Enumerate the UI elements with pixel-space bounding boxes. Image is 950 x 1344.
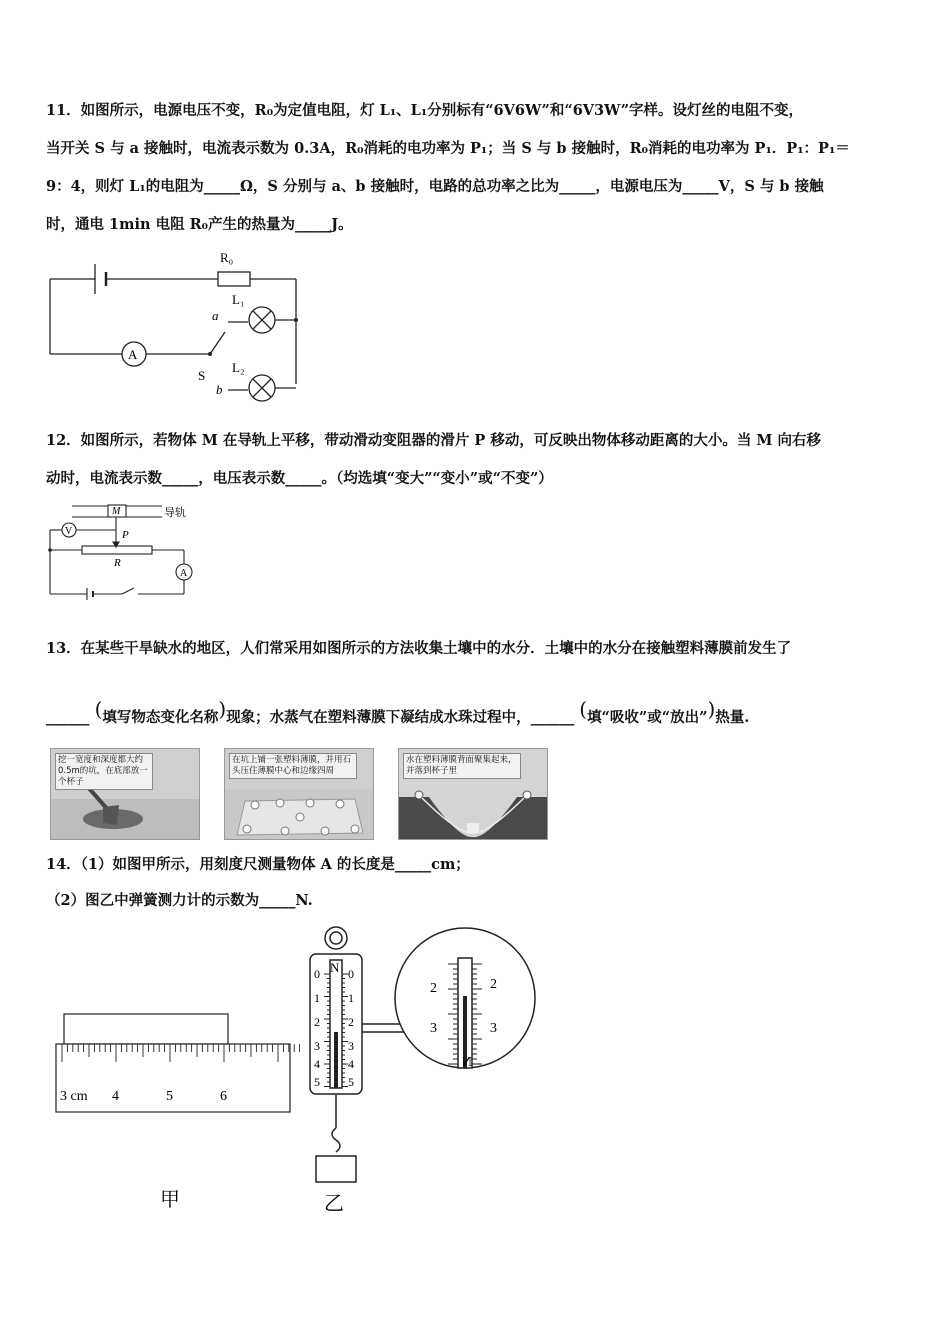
scale-left-5: 5: [314, 1075, 320, 1089]
ruler-label-3cm: 3 cm: [60, 1089, 88, 1104]
scale-left-4: 4: [314, 1057, 320, 1071]
q13-panel-2: [224, 748, 374, 840]
q11-r0-label: R₀: [220, 250, 234, 265]
q13-paren-close-2: ): [707, 697, 716, 721]
zoom-left-3: 3: [430, 1021, 437, 1036]
q13-blank-2: ______: [530, 709, 575, 726]
q13-panel-3-caption: 水在塑料薄膜背面聚集起来，并落到杯子里: [403, 753, 521, 779]
q12-p-label: P: [122, 529, 129, 541]
q12-a-label: A: [180, 568, 188, 579]
q12-circuit-diagram: [42, 500, 212, 604]
q14-line-1: 14．（1）如图甲所示，用刻度尺测量物体 A 的长度是_____cm；: [46, 856, 470, 873]
q13-panel-3: [398, 748, 548, 840]
q13-panel-1: [50, 748, 200, 840]
zoom-right-2: 2: [490, 977, 497, 992]
q13-paren-open-2: (: [579, 697, 588, 721]
q11-line-4: 时，通电 1min 电阻 R₀产生的热量为_____J。: [46, 216, 353, 233]
zoom-left-2: 2: [430, 981, 437, 996]
q11-line-1: 11．如图所示，电源电压不变，R₀为定值电阻，灯 L₁、L₁分别标有“6V6W”和“6V3W”字样。设灯丝的电阻不变，: [46, 102, 804, 119]
zoom-unit-n: N: [461, 1055, 472, 1070]
figure-yi-label: 乙: [324, 1191, 344, 1215]
question-11-text: [46, 92, 908, 244]
q11-l2-label: L₂: [232, 360, 245, 375]
q11-s-label: S: [198, 368, 206, 383]
question-14-text: [46, 847, 908, 919]
q13-line-1: 13．在某些干旱缺水的地区，人们常采用如图所示的方法收集土壤中的水分．土壤中的水分在接触塑料薄膜前发生了: [46, 640, 792, 657]
ruler-label-5: 5: [166, 1089, 173, 1104]
q12-rail-label: 导轨: [164, 506, 186, 519]
ruler-figure: [50, 1010, 300, 1210]
q13-paren-close-1: ): [218, 697, 227, 721]
q11-b-label: b: [216, 382, 223, 397]
scale-right-3: 3: [348, 1039, 354, 1053]
q11-line-3: 9：4，则灯 L₁的电阻为_____Ω，S 分别与 a、b 接触时，电路的总功率之比为_____，电源电压为_____V，S 与 b 接触: [46, 178, 824, 195]
object-a: [64, 1014, 228, 1044]
scale-right-1: 1: [348, 991, 354, 1005]
q13-part-2: 现象；水蒸气在塑料薄膜下凝结成水珠过程中，: [226, 709, 531, 726]
q13-part-3: 填“吸收”或“放出”: [587, 709, 708, 726]
q12-line-1: 12．如图所示，若物体 M 在导轨上平移，带动滑动变阻器的滑片 P 移动，可反映出物体移动距离的大小。当 M 向右移: [46, 432, 821, 449]
q12-r-label: R: [114, 557, 121, 569]
q11-line-2: 当开关 S 与 a 接触时，电流表示数为 0.3A，R₀消耗的电功率为 P₁；当 S 与 b 接触时，R₀消耗的电功率为 P₁．P₁：P₁＝: [46, 140, 850, 157]
question-13-text: [46, 630, 908, 737]
q13-panel-2-caption: 在坑上铺一张塑料薄膜，并用石头压住薄膜中心和边缘四周: [229, 753, 357, 779]
q11-ammeter-label: A: [128, 347, 138, 362]
q13-blank-1: ______: [46, 709, 90, 726]
q14-line-2: （2）图乙中弹簧测力计的示数为_____N.: [46, 892, 313, 909]
q13-paren-open-1: (: [94, 697, 103, 721]
q12-line-2: 动时，电流表示数_____，电压表示数_____。（均选填“变大”“变小”或“不变”）: [46, 470, 553, 487]
q11-l1-label: L₁: [232, 292, 245, 307]
question-12-text: [46, 422, 908, 498]
scale-top-n: N: [330, 960, 340, 975]
scale-right-0: 0: [348, 967, 354, 981]
q13-part-4: 热量.: [715, 709, 750, 726]
scale-right-2: 2: [348, 1015, 354, 1029]
scale-right-5: 5: [348, 1075, 354, 1089]
q13-line-2: [46, 690, 908, 737]
figure-jia-label: 甲: [160, 1187, 180, 1210]
ruler-label-6: 6: [220, 1089, 227, 1104]
scale-right-4: 4: [348, 1057, 354, 1071]
q11-circuit-diagram: [40, 244, 310, 404]
q13-panel-1-caption: 挖一宽度和深度都大约0.5m的坑，在底部放一个杯子: [55, 753, 153, 790]
q12-v-label: V: [65, 526, 73, 537]
scale-left-3: 3: [314, 1039, 320, 1053]
scale-left-2: 2: [314, 1015, 320, 1029]
q12-m-label: M: [112, 506, 121, 517]
q11-a-label: a: [212, 308, 219, 323]
q13-part-1: 填写物态变化名称: [102, 709, 219, 726]
zoom-right-3: 3: [490, 1021, 497, 1036]
ruler-body: [56, 1044, 290, 1112]
scale-left-0: 0: [314, 967, 320, 981]
scale-left-1: 1: [314, 991, 320, 1005]
spring-balance-figure: [300, 920, 550, 1220]
ruler-label-4: 4: [112, 1089, 119, 1104]
